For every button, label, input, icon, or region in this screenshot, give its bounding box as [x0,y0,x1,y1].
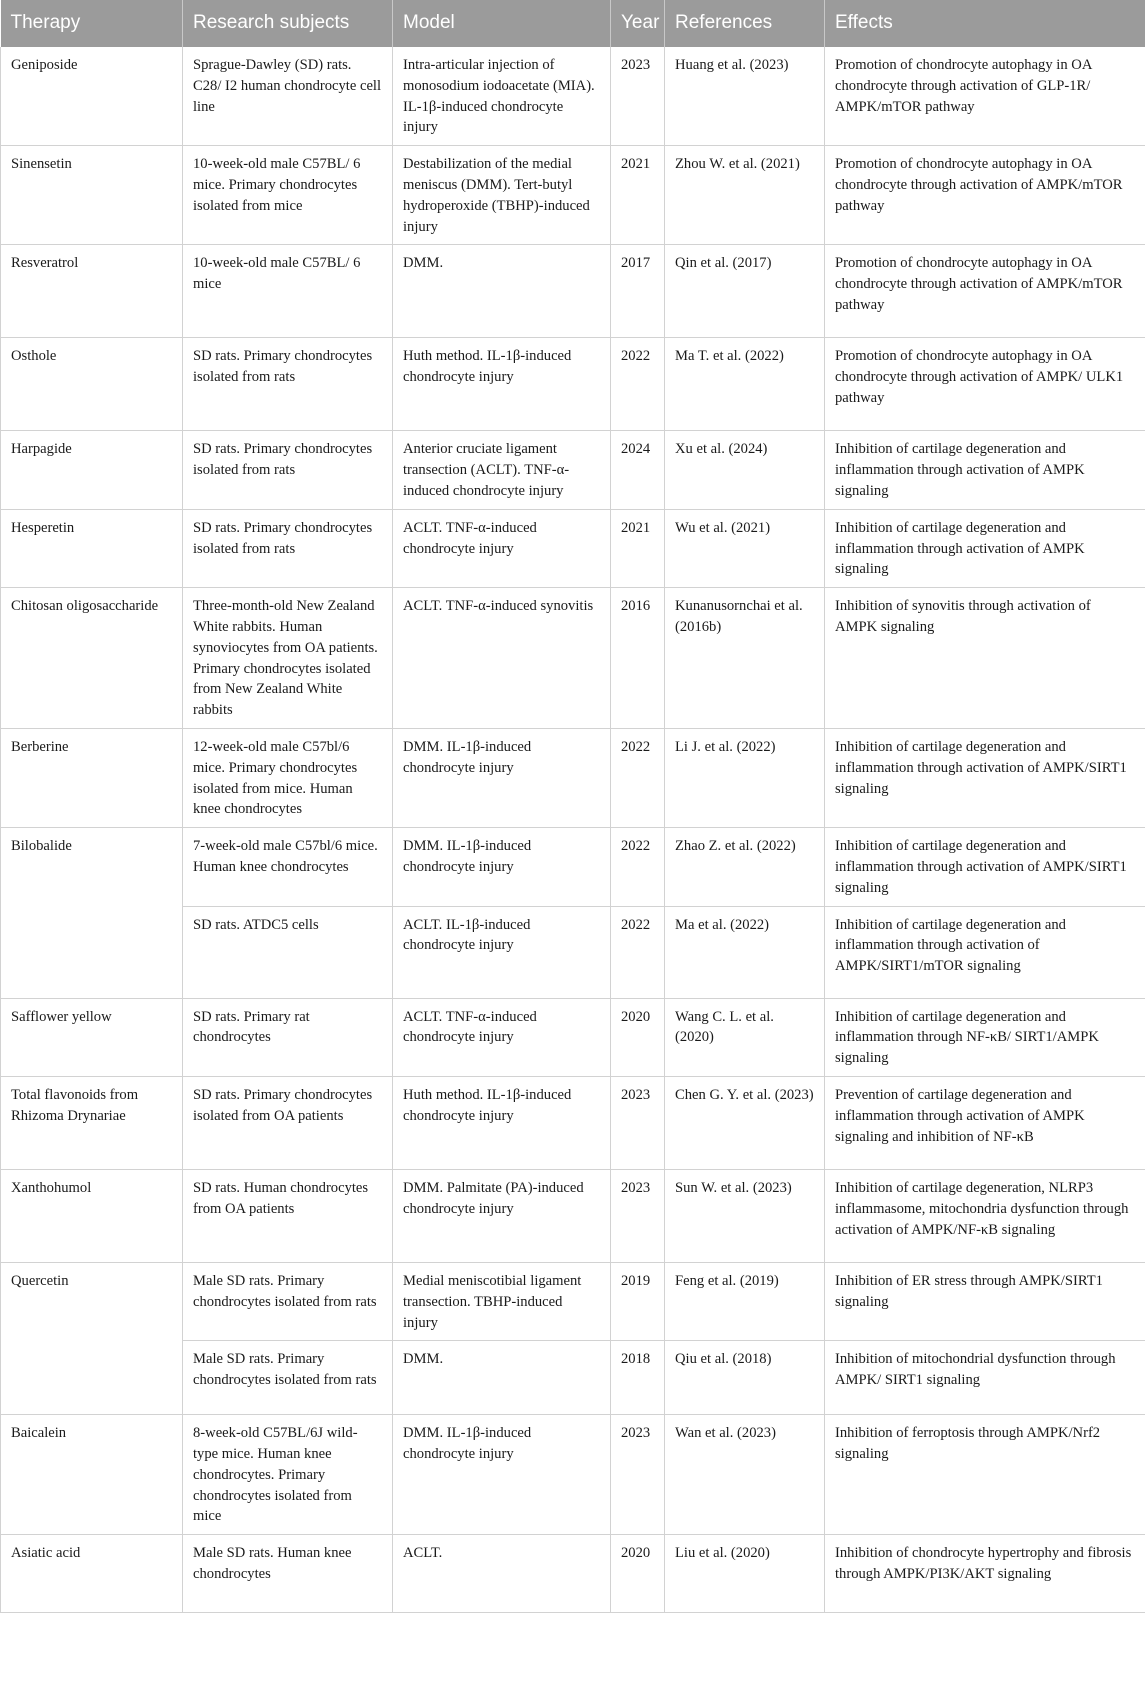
cell-reference: Wu et al. (2021) [665,509,825,587]
cell-model: DMM. [393,1341,611,1415]
cell-model: DMM. IL-1β-induced chondrocyte injury [393,1415,611,1535]
cell-subjects: 12-week-old male C57bl/6 mice. Primary chondrocytes isolated from mice. Human knee chondrocytes [183,728,393,827]
cell-year: 2023 [611,1076,665,1169]
cell-model: DMM. Palmitate (PA)-induced chondrocyte injury [393,1169,611,1262]
cell-model: Medial meniscotibial ligament transection. TBHP-induced injury [393,1262,611,1340]
cell-year: 2020 [611,1535,665,1613]
table-row [1,828,1145,906]
header-therapy: Therapy [1,0,183,47]
cell-effects: Prevention of cartilage degeneration and inflammation through activation of AMPK signaling and inhibition of NF-κB [825,1076,1145,1169]
cell-year: 2016 [611,588,665,729]
cell-reference: Xu et al. (2024) [665,431,825,509]
cell-effects: Inhibition of cartilage degeneration and inflammation through activation of AMPK/SIRT1 signaling [825,828,1145,906]
cell-subjects: Male SD rats. Primary chondrocytes isolated from rats [183,1341,393,1415]
cell-year: 2023 [611,1169,665,1262]
cell-effects: Inhibition of cartilage degeneration and inflammation through NF-κB/ SIRT1/AMPK signaling [825,998,1145,1076]
cell-therapy: Chitosan oligosaccharide [1,588,183,729]
cell-year: 2022 [611,728,665,827]
header-effects: Effects [825,0,1145,47]
cell-effects: Promotion of chondrocyte autophagy in OA chondrocyte through activation of GLP-1R/ AMPK/mTOR pathway [825,47,1145,146]
cell-subjects: Three-month-old New Zealand White rabbits. Human synoviocytes from OA patients. Primary chondrocytes isolated from New Zealand White rabbits [183,588,393,729]
cell-subjects: SD rats. Human chondrocytes from OA patients [183,1169,393,1262]
cell-model: ACLT. [393,1535,611,1613]
cell-subjects: 8-week-old C57BL/6J wild-type mice. Human knee chondrocytes. Primary chondrocytes isolated from mice [183,1415,393,1535]
header-model: Model [393,0,611,47]
cell-subjects: SD rats. Primary chondrocytes isolated from OA patients [183,1076,393,1169]
cell-model: ACLT. TNF-α-induced chondrocyte injury [393,998,611,1076]
cell-year: 2019 [611,1262,665,1340]
cell-subjects: 10-week-old male C57BL/ 6 mice [183,245,393,338]
cell-subjects: SD rats. Primary chondrocytes isolated from rats [183,509,393,587]
cell-effects: Inhibition of ER stress through AMPK/SIRT1 signaling [825,1262,1145,1340]
cell-reference: Ma T. et al. (2022) [665,338,825,431]
table-row [1,431,1145,509]
cell-reference: Huang et al. (2023) [665,47,825,146]
cell-year: 2022 [611,828,665,906]
cell-reference: Feng et al. (2019) [665,1262,825,1340]
cell-year: 2018 [611,1341,665,1415]
cell-effects: Inhibition of cartilage degeneration, NLRP3 inflammasome, mitochondria dysfunction through activation of AMPK/NF-κB signaling [825,1169,1145,1262]
cell-therapy: Safflower yellow [1,998,183,1076]
cell-reference: Li J. et al. (2022) [665,728,825,827]
cell-therapy: Xanthohumol [1,1169,183,1262]
cell-year: 2022 [611,906,665,998]
cell-effects: Promotion of chondrocyte autophagy in OA chondrocyte through activation of AMPK/mTOR pathway [825,245,1145,338]
table-row [1,47,1145,146]
cell-model: ACLT. IL-1β-induced chondrocyte injury [393,906,611,998]
cell-reference: Qin et al. (2017) [665,245,825,338]
cell-therapy: Asiatic acid [1,1535,183,1613]
cell-model: Huth method. IL-1β-induced chondrocyte injury [393,1076,611,1169]
table-row [1,728,1145,827]
cell-year: 2023 [611,1415,665,1535]
cell-therapy: Quercetin [1,1262,183,1414]
cell-reference: Qiu et al. (2018) [665,1341,825,1415]
cell-year: 2022 [611,338,665,431]
table-row [1,1415,1145,1535]
table-row [1,338,1145,431]
header-research-subjects: Research subjects [183,0,393,47]
header-references: References [665,0,825,47]
cell-model: Huth method. IL-1β-induced chondrocyte injury [393,338,611,431]
cell-therapy: Bilobalide [1,828,183,998]
cell-subjects: 7-week-old male C57bl/6 mice. Human knee chondrocytes [183,828,393,906]
cell-reference: Sun W. et al. (2023) [665,1169,825,1262]
cell-effects: Inhibition of synovitis through activation of AMPK signaling [825,588,1145,729]
cell-effects: Inhibition of cartilage degeneration and inflammation through activation of AMPK signaling [825,431,1145,509]
cell-subjects: SD rats. Primary chondrocytes isolated from rats [183,431,393,509]
cell-subjects: Sprague-Dawley (SD) rats. C28/ I2 human chondrocyte cell line [183,47,393,146]
cell-reference: Zhao Z. et al. (2022) [665,828,825,906]
cell-therapy: Harpagide [1,431,183,509]
cell-model: ACLT. TNF-α-induced chondrocyte injury [393,509,611,587]
cell-year: 2021 [611,509,665,587]
cell-year: 2017 [611,245,665,338]
table-row [1,998,1145,1076]
cell-therapy: Geniposide [1,47,183,146]
cell-therapy: Hesperetin [1,509,183,587]
table-row [1,1262,1145,1340]
cell-model: Intra-articular injection of monosodium iodoacetate (MIA). IL-1β-induced chondrocyte injury [393,47,611,146]
cell-effects: Inhibition of mitochondrial dysfunction through AMPK/ SIRT1 signaling [825,1341,1145,1415]
cell-effects: Promotion of chondrocyte autophagy in OA chondrocyte through activation of AMPK/ ULK1 pathway [825,338,1145,431]
cell-year: 2020 [611,998,665,1076]
cell-reference: Zhou W. et al. (2021) [665,146,825,245]
cell-subjects: Male SD rats. Primary chondrocytes isolated from rats [183,1262,393,1340]
cell-reference: Wang C. L. et al. (2020) [665,998,825,1076]
cell-subjects: 10-week-old male C57BL/ 6 mice. Primary chondrocytes isolated from mice [183,146,393,245]
cell-model: Destabilization of the medial meniscus (DMM). Tert-butyl hydroperoxide (TBHP)-induced injury [393,146,611,245]
cell-therapy: Sinensetin [1,146,183,245]
table-row [1,1076,1145,1169]
table-row [1,509,1145,587]
cell-effects: Inhibition of cartilage degeneration and inflammation through activation of AMPK/SIRT1 signaling [825,728,1145,827]
cell-model: Anterior cruciate ligament transection (ACLT). TNF-α-induced chondrocyte injury [393,431,611,509]
table-row [1,1535,1145,1613]
cell-subjects: SD rats. Primary rat chondrocytes [183,998,393,1076]
cell-reference: Chen G. Y. et al. (2023) [665,1076,825,1169]
cell-therapy: Resveratrol [1,245,183,338]
table-row [1,146,1145,245]
table-row [1,588,1145,729]
cell-model: DMM. IL-1β-induced chondrocyte injury [393,828,611,906]
cell-reference: Kunanusornchai et al. (2016b) [665,588,825,729]
cell-effects: Inhibition of ferroptosis through AMPK/Nrf2 signaling [825,1415,1145,1535]
cell-therapy: Berberine [1,728,183,827]
cell-year: 2024 [611,431,665,509]
cell-effects: Inhibition of cartilage degeneration and inflammation through activation of AMPK signaling [825,509,1145,587]
cell-reference: Liu et al. (2020) [665,1535,825,1613]
cell-effects: Promotion of chondrocyte autophagy in OA chondrocyte through activation of AMPK/mTOR pathway [825,146,1145,245]
cell-model: DMM. IL-1β-induced chondrocyte injury [393,728,611,827]
cell-subjects: SD rats. Primary chondrocytes isolated from rats [183,338,393,431]
cell-reference: Ma et al. (2022) [665,906,825,998]
table-row [1,245,1145,338]
cell-effects: Inhibition of cartilage degeneration and inflammation through activation of AMPK/SIRT1/mTOR signaling [825,906,1145,998]
cell-year: 2021 [611,146,665,245]
cell-subjects: Male SD rats. Human knee chondrocytes [183,1535,393,1613]
cell-model: ACLT. TNF-α-induced synovitis [393,588,611,729]
cell-therapy: Total flavonoids from Rhizoma Drynariae [1,1076,183,1169]
header-year: Year [611,0,665,47]
cell-model: DMM. [393,245,611,338]
cell-therapy: Baicalein [1,1415,183,1535]
header-row [1,0,1145,47]
cell-subjects: SD rats. ATDC5 cells [183,906,393,998]
table-row [1,1169,1145,1262]
cell-therapy: Osthole [1,338,183,431]
cell-effects: Inhibition of chondrocyte hypertrophy and fibrosis through AMPK/PI3K/AKT signaling [825,1535,1145,1613]
cell-year: 2023 [611,47,665,146]
cell-reference: Wan et al. (2023) [665,1415,825,1535]
